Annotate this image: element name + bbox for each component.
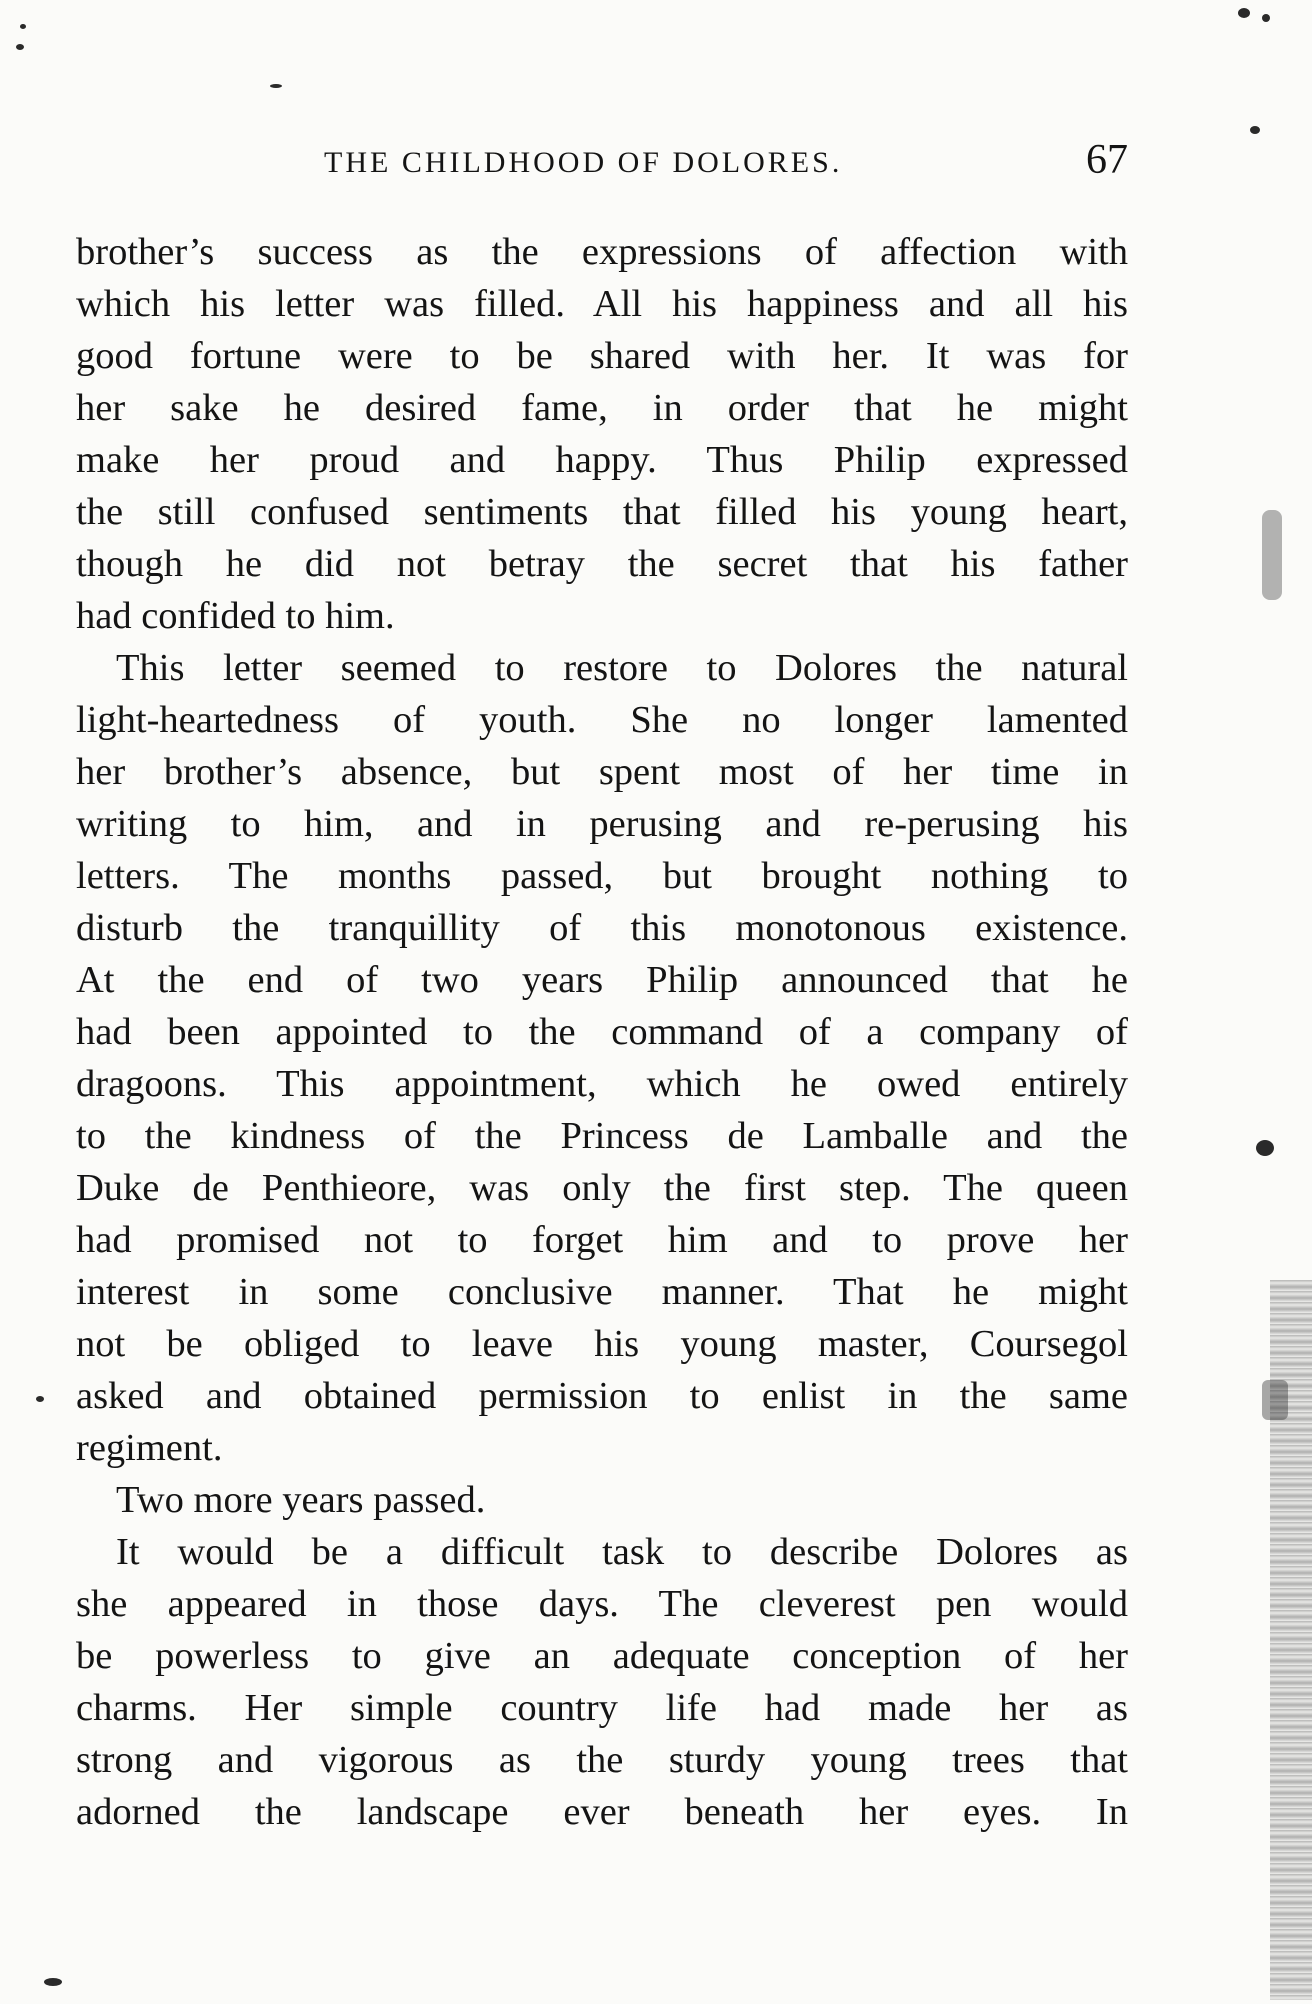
text-line: though he did not betray the secret that his father	[76, 543, 1128, 585]
scan-speck	[1256, 1140, 1274, 1156]
running-head	[76, 137, 1128, 190]
text-line: her brother’s absence, but spent most of her time in	[76, 751, 1128, 793]
scan-speck	[270, 84, 282, 88]
text-line: At the end of two years Philip announced that he	[76, 959, 1128, 1001]
text-line: strong and vigorous as the sturdy young trees that	[76, 1739, 1128, 1781]
text-line: not be obliged to leave his young master, Coursegol	[76, 1323, 1128, 1365]
text-line: brother’s success as the expressions of affection with	[76, 231, 1128, 273]
scan-speck	[1262, 510, 1282, 600]
text-line: Duke de Penthieore, was only the first step. The queen	[76, 1167, 1128, 1209]
text-line: disturb the tranquillity of this monotonous existence.	[76, 907, 1128, 949]
text-line: her sake he desired fame, in order that he might	[76, 387, 1128, 429]
scan-speck	[44, 1978, 62, 1986]
text-line: she appeared in those days. The cleverest pen would	[76, 1583, 1128, 1625]
text-line: be powerless to give an adequate conception of her	[76, 1635, 1128, 1677]
text-line: interest in some conclusive manner. That he might	[76, 1271, 1128, 1313]
text-line: good fortune were to be shared with her. It was for	[76, 335, 1128, 377]
body-text	[76, 226, 1128, 1838]
paragraph-first-line: Two more years passed.	[116, 1479, 486, 1521]
scan-speck	[20, 24, 26, 29]
text-line: the still confused sentiments that filled his young heart,	[76, 491, 1128, 533]
text-line: adorned the landscape ever beneath her eyes. In	[76, 1791, 1128, 1833]
paragraph-first-line: It would be a difficult task to describe Dolores as	[116, 1531, 1128, 1573]
text-line: had been appointed to the command of a company of	[76, 1011, 1128, 1053]
binding-edge	[1270, 1280, 1312, 2000]
text-line: letters. The months passed, but brought nothing to	[76, 855, 1128, 897]
text-line: had confided to him.	[76, 595, 395, 637]
text-line: had promised not to forget him and to prove her	[76, 1219, 1128, 1261]
text-line: light-heartedness of youth. She no longer lamented	[76, 699, 1128, 741]
scan-speck	[16, 44, 24, 50]
text-line: which his letter was filled. All his happiness and all his	[76, 283, 1128, 325]
text-line: dragoons. This appointment, which he owed entirely	[76, 1063, 1128, 1105]
paragraph-first-line: This letter seemed to restore to Dolores the natural	[116, 647, 1128, 689]
scan-speck	[1250, 126, 1260, 134]
text-line: asked and obtained permission to enlist in the same	[76, 1375, 1128, 1417]
page-number: 67	[1086, 137, 1128, 183]
text-line: regiment.	[76, 1427, 223, 1469]
text-line: writing to him, and in perusing and re-perusing his	[76, 803, 1128, 845]
text-line: to the kindness of the Princess de Lamballe and the	[76, 1115, 1128, 1157]
text-line: charms. Her simple country life had made her as	[76, 1687, 1128, 1729]
scan-speck	[1238, 8, 1250, 18]
text-line: make her proud and happy. Thus Philip expressed	[76, 439, 1128, 481]
scan-speck	[1262, 14, 1270, 22]
scan-speck	[36, 1396, 44, 1402]
chapter-title: THE CHILDHOOD OF DOLORES.	[324, 146, 843, 179]
